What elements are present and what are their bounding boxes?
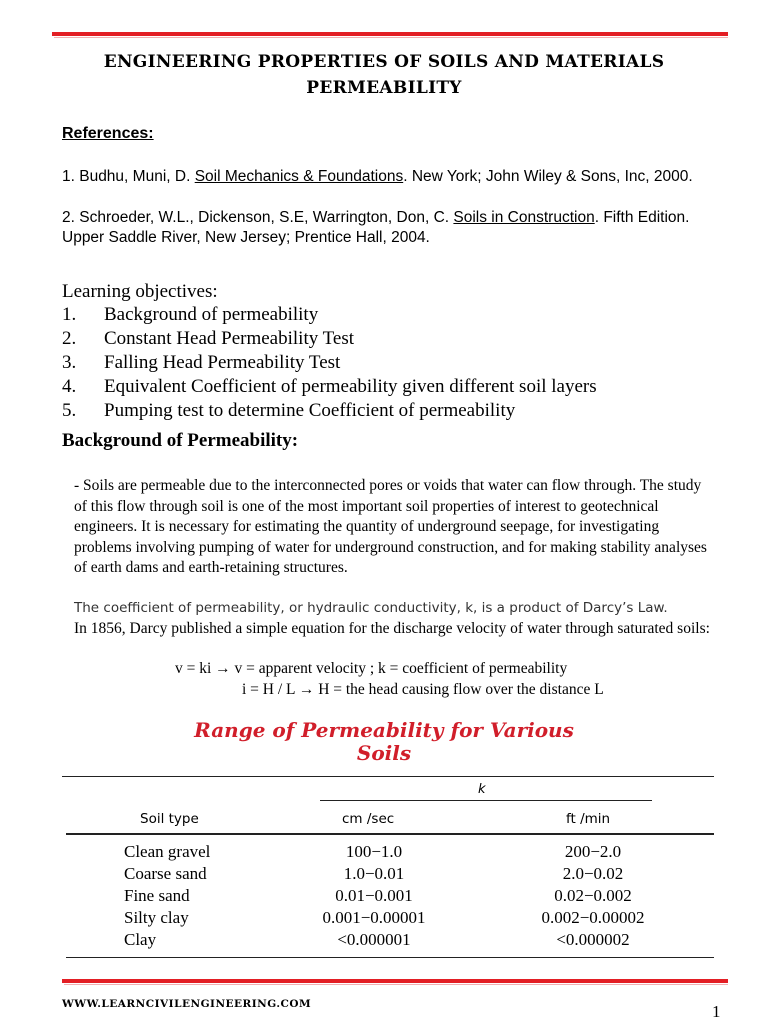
reference-2-book: Soils in Construction bbox=[453, 209, 595, 226]
ft-min-cell: 200−2.0 bbox=[564, 842, 622, 861]
objective-item bbox=[62, 304, 318, 326]
reference-1 bbox=[62, 167, 702, 187]
references-heading: References: bbox=[62, 125, 154, 142]
soil-type-cell: Coarse sand bbox=[124, 864, 207, 883]
objective-item bbox=[62, 352, 340, 374]
reference-2 bbox=[62, 208, 702, 248]
equation-gradient: i = H / L → H = the head causing flow over the distance L bbox=[242, 681, 604, 698]
reference-1-book: Soil Mechanics & Foundations bbox=[194, 168, 404, 185]
cm-sec-cell: 1.0−0.01 bbox=[343, 864, 405, 883]
darcy-body: In 1856, Darcy published a simple equation for the discharge velocity of water through saturated soils: bbox=[74, 619, 710, 637]
objective-number: 3. bbox=[62, 352, 77, 373]
table-header-rule bbox=[66, 833, 714, 835]
table-row bbox=[0, 842, 768, 864]
reference-1-publisher: . New York; John Wiley & Sons, Inc, 2000. bbox=[403, 168, 693, 185]
background-heading: Background of Permeability: bbox=[62, 430, 299, 451]
top-rule-shadow bbox=[54, 37, 728, 38]
reference-2-authors: 2. Schroeder, W.L., Dickenson, S.E, Warrington, Don, C. bbox=[62, 209, 454, 226]
column-header-cm-sec: cm /sec bbox=[342, 811, 395, 827]
equation-velocity: v = ki → v = apparent velocity ; k = coefficient of permeability bbox=[175, 660, 568, 677]
objective-text: Pumping test to determine Coefficient of permeability bbox=[104, 400, 516, 421]
darcy-lead-sentence: The coefficient of permeability, or hydraulic conductivity, k, is a product of Darcy’s Law. bbox=[74, 600, 668, 616]
darcy-paragraph bbox=[74, 598, 714, 639]
table-row bbox=[0, 886, 768, 908]
ft-min-cell: 2.0−0.02 bbox=[562, 864, 624, 883]
cm-sec-cell: 0.001−0.00001 bbox=[322, 908, 426, 927]
background-paragraph: - Soils are permeable due to the interconnected pores or voids that water can flow through. The study of this flow through soil is one of the most important soil properties of interest to geotechnical engineers. It is necessary for estimating the quantity of underground seepage, for investigating problems involving pumping of water for underground construction, and for making stability analyses of earth dams and earth-retaining structures. bbox=[74, 477, 707, 577]
bottom-rule-shadow bbox=[64, 984, 728, 985]
soil-type-cell: Fine sand bbox=[124, 886, 190, 905]
table-title: Range of Permeability for Various bbox=[194, 718, 574, 742]
objective-number: 5. bbox=[62, 400, 77, 421]
table-top-rule bbox=[62, 776, 714, 777]
objective-text: Falling Head Permeability Test bbox=[104, 352, 341, 373]
ft-min-cell: 0.002−0.00002 bbox=[541, 908, 645, 927]
ft-min-cell: 0.02−0.002 bbox=[554, 886, 632, 905]
objective-text: Equivalent Coefficient of permeability given different soil layers bbox=[104, 376, 597, 397]
table-title-continued: Soils bbox=[356, 741, 412, 765]
soil-type-cell: Clean gravel bbox=[124, 842, 211, 861]
table-row bbox=[0, 864, 768, 886]
cm-sec-cell: 100−1.0 bbox=[345, 842, 403, 861]
k-group-rule bbox=[320, 800, 652, 801]
objective-item bbox=[62, 376, 597, 398]
objective-number: 2. bbox=[62, 328, 77, 349]
page-number: 1 bbox=[712, 1002, 721, 1021]
objective-text: Constant Head Permeability Test bbox=[104, 328, 355, 349]
table-row bbox=[0, 908, 768, 930]
objectives-heading: Learning objectives: bbox=[62, 281, 218, 302]
reference-2-publisher: . Fifth Edition. Upper Saddle River, New Jersey; Prentice Hall, 2004. bbox=[62, 209, 690, 246]
soil-type-cell: Silty clay bbox=[124, 908, 189, 927]
objective-number: 4. bbox=[62, 376, 77, 397]
objective-text: Background of permeability bbox=[104, 304, 319, 325]
cm-sec-cell: <0.000001 bbox=[337, 930, 411, 949]
document-subtitle: PERMEABILITY bbox=[306, 78, 462, 98]
table-bottom-rule bbox=[66, 957, 714, 958]
objective-item bbox=[62, 400, 515, 422]
bottom-red-rule bbox=[62, 979, 728, 983]
k-column-group-header: k bbox=[478, 782, 486, 797]
soil-type-cell: Clay bbox=[124, 930, 157, 949]
cm-sec-cell: 0.01−0.001 bbox=[335, 886, 413, 905]
reference-1-authors: 1. Budhu, Muni, D. bbox=[62, 168, 195, 185]
table-row bbox=[0, 930, 768, 952]
top-red-rule bbox=[52, 32, 728, 36]
document-title: ENGINEERING PROPERTIES OF SOILS AND MATERIALS bbox=[103, 52, 665, 72]
column-header-ft-min: ft /min bbox=[566, 811, 611, 827]
footer-website-link[interactable]: WWW.LEARNCIVILENGINEERING.COM bbox=[62, 998, 312, 1010]
objective-number: 1. bbox=[62, 304, 77, 325]
objective-item bbox=[62, 328, 354, 350]
ft-min-cell: <0.000002 bbox=[556, 930, 630, 949]
column-header-soil-type: Soil type bbox=[140, 811, 199, 827]
